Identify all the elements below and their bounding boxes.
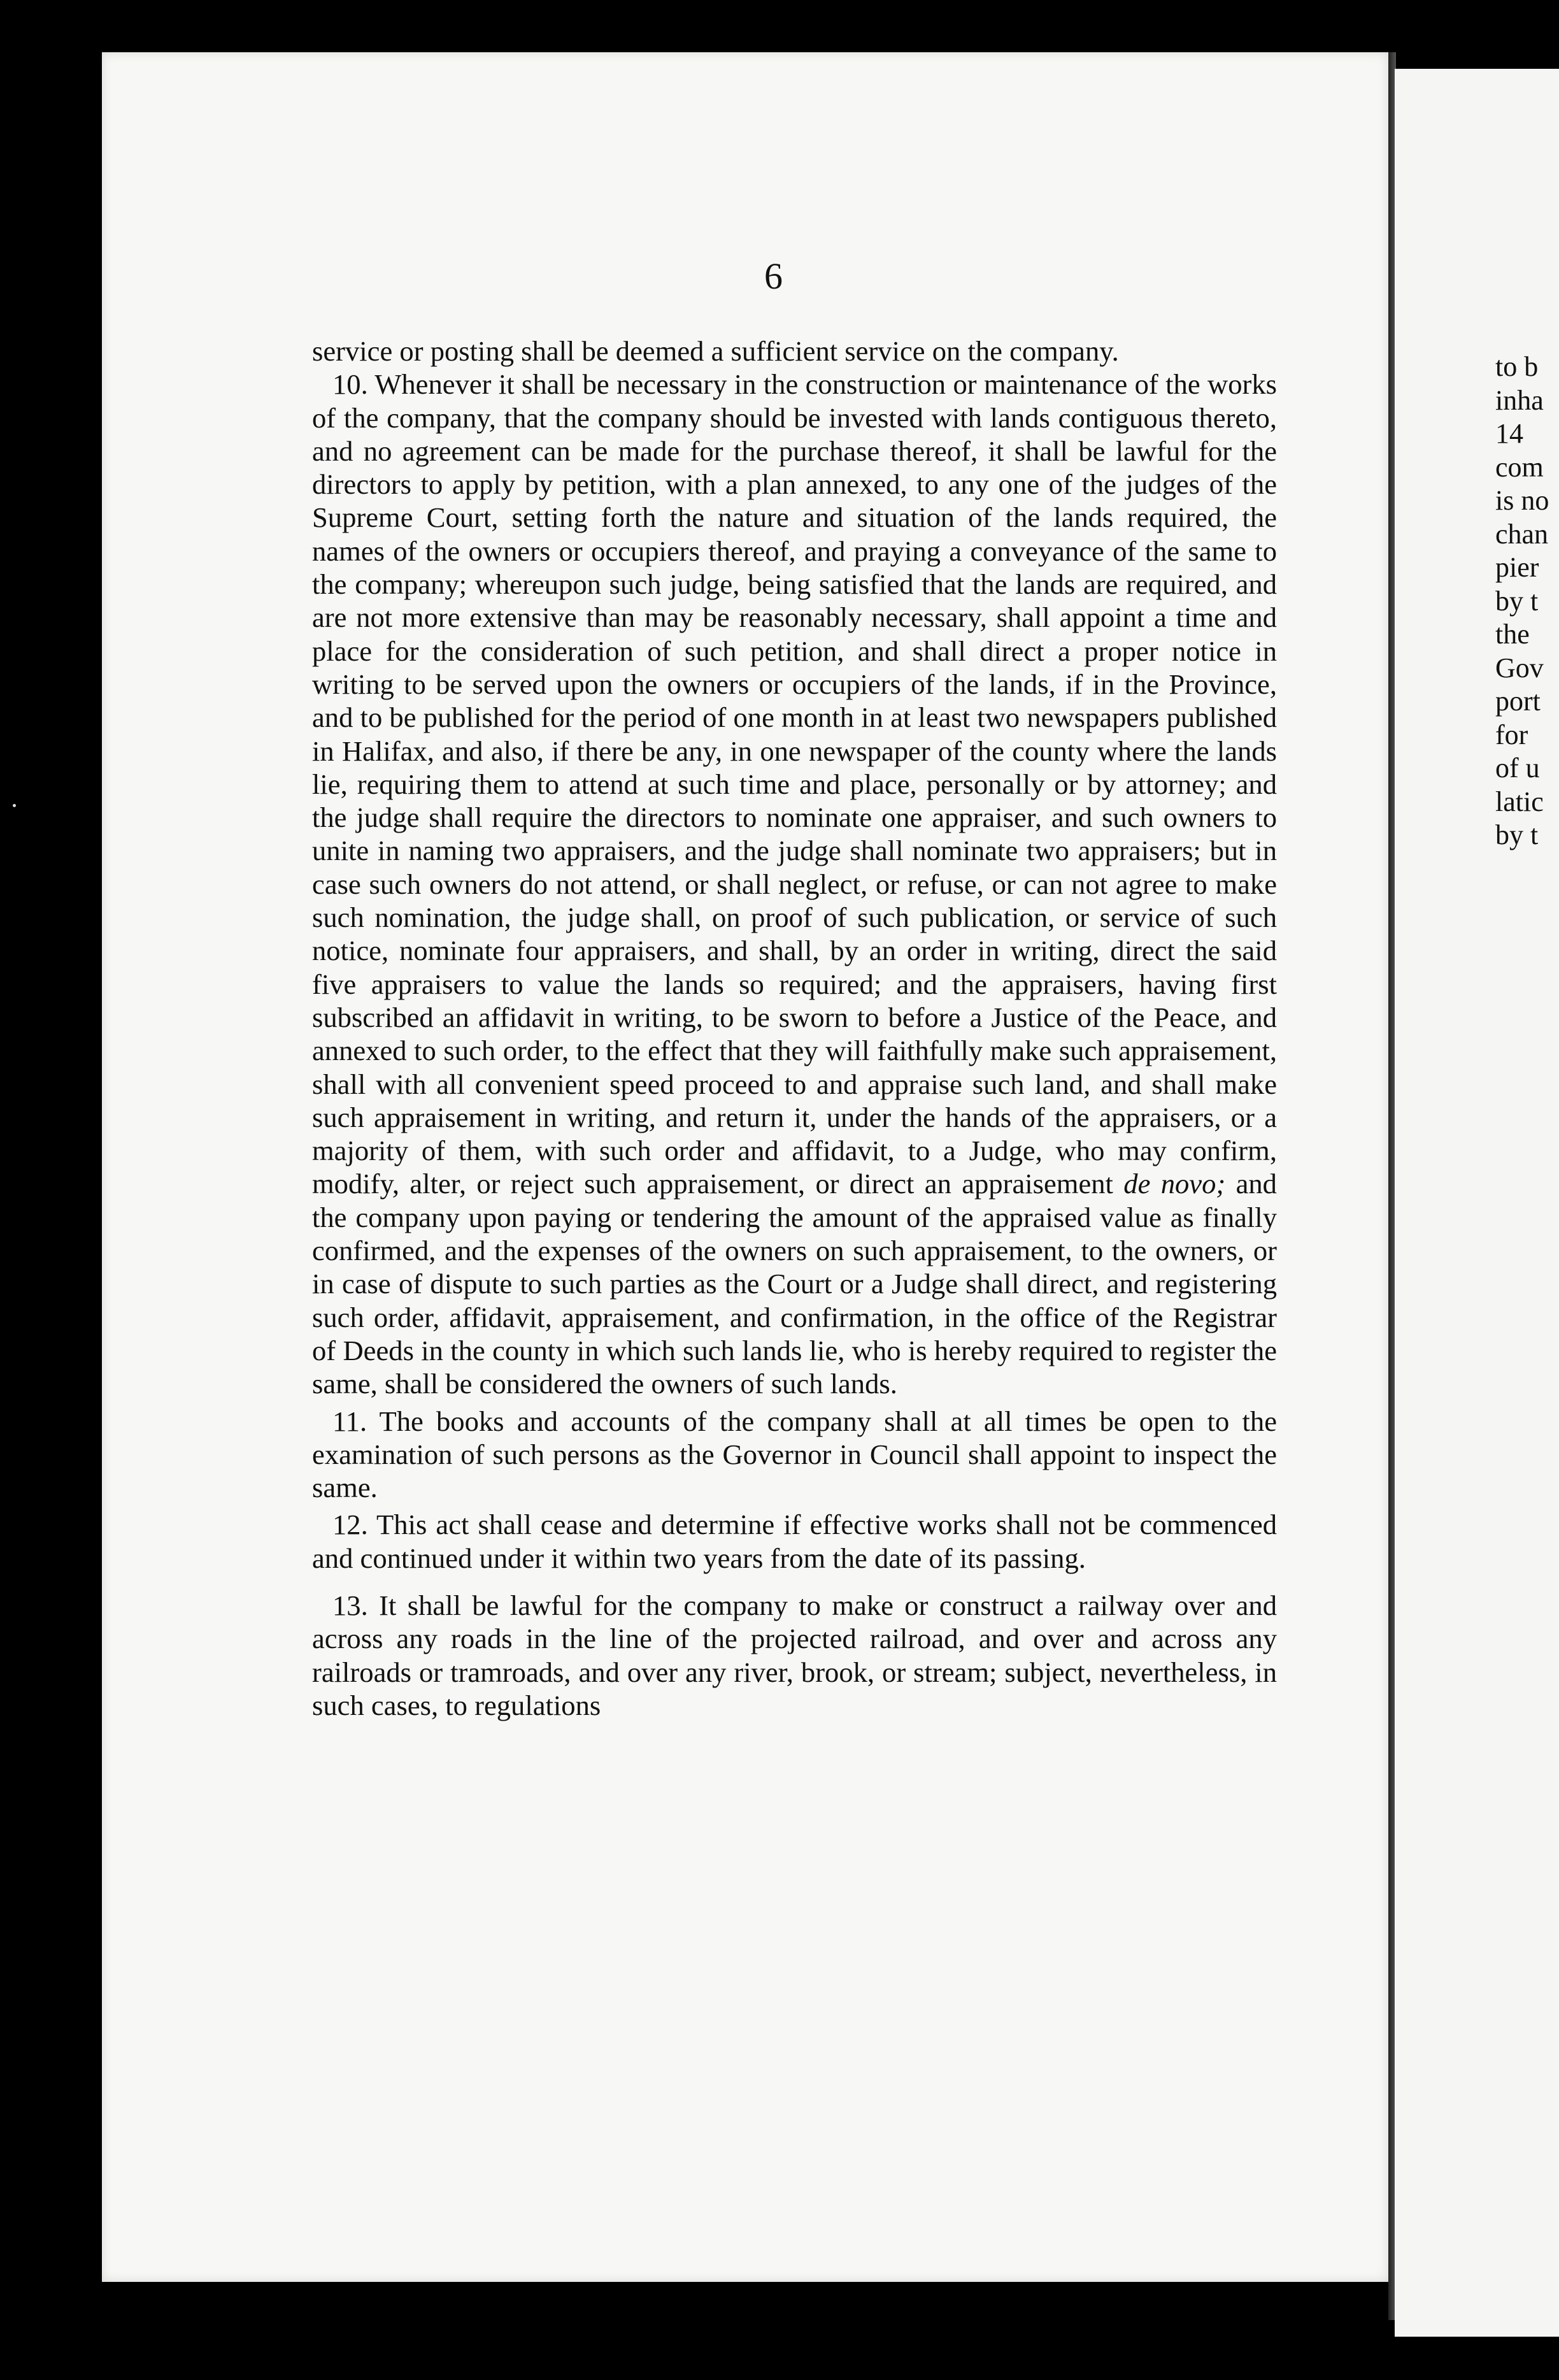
right-line: Gov [1495,652,1544,684]
right-page-text [1495,350,1559,852]
right-line: for [1495,719,1528,750]
right-line: pier [1495,552,1539,583]
section-13: 13. It shall be lawful for the company to make or construct a railway over and across any roads in the line of the projected railroad, and over and across any railroads or tramroads, and over any river, brook, or stream; subject, nevertheless, in such cases, to regulations [312,1589,1277,1721]
right-line: to b [1495,351,1539,382]
paragraph-continuation: service or posting shall be deemed a sufficient service on the company. [312,335,1119,367]
right-line: port [1495,685,1541,717]
section-10-text-after: and the company upon paying or tendering the amount of the appraised value as finally confirmed, and the expenses of the owners on such appraisement, to the owners, or in case of dispute to such parties as the Court or a Judge shall direct, and registering such order, affidavit, appraisement, and confirmation, in the office of the Registrar of Deeds in the county in which such lands lie, who is hereby required to register the same, shall be considered the owners of such lands. [312,1168,1277,1400]
right-line: chan [1495,518,1549,550]
section-10-text: 10. Whenever it shall be necessary in the construction or maintenance of the works of the company, that the company should be invested with lands contiguous thereto, and no agreement can be made for the purchase thereof, it shall be lawful for the directors to apply by petition, with a plan annexed, to any one of the judges of the Supreme Court, setting forth the nature and situation of the lands required, the names of the owners or occupiers thereof, and praying a conveyance of the same to the company; whereupon such judge, being satisfied that the lands are required, and are not more extensive than may be reasonably necessary, shall appoint a time and place for the consideration of such petition, and shall direct a proper notice in writing to be served upon the owners or occupiers of the lands, if in the Province, and to be published for the period of one month in at least two newspapers published in Halifax, and also, if there be any, in one newspaper of the county where the lands lie, requiring them to attend at such time and place, personally or by attorney; and the judge shall require the directors to nominate one appraiser, and such owners to unite in naming two appraisers, and the judge shall nominate two appraisers; but in case such owners do not attend, or shall neglect, or refuse, or can not agree to make such nomination, the judge shall, on proof of such publication, or service of such notice, nominate four appraisers, and shall, by an order in writing, direct the said five appraisers to value the lands so required; and the appraisers, having first subscribed an affidavit in writing, to be sworn to before a Justice of the Peace, and annexed to such order, to the effect that they will faithfully make such appraisement, shall with all convenient speed proceed to and appraise such land, and shall make such appraisement in writing, and return it, under the hands of the appraisers, or a majority of them, with such order and affidavit, to a Judge, who may confirm, modify, alter, or reject such appraisement, or direct an appraisement [312,368,1277,1200]
dust-speck [13,804,16,807]
right-line: by t [1495,819,1539,850]
right-line: by t [1495,585,1539,617]
body-text [312,334,1277,1722]
section-10 [312,368,1277,1400]
section-11: 11. The books and accounts of the company shall at all times be open to the examination of such persons as the Governor in Council shall appoint to inspect the same. [312,1405,1277,1504]
right-line: of u [1495,752,1540,784]
right-line: inha [1495,384,1544,416]
right-line: com [1495,451,1544,483]
right-line: latic [1495,785,1544,817]
right-line: is no [1495,485,1549,516]
page-number: 6 [764,255,783,297]
right-line: 14 [1495,418,1523,449]
latin-phrase: de novo; [1123,1168,1226,1200]
section-12: 12. This act shall cease and determine if effective works shall not be commenced and continued under it within two years from the date of its passing. [312,1509,1277,1574]
right-line: the [1495,619,1530,650]
